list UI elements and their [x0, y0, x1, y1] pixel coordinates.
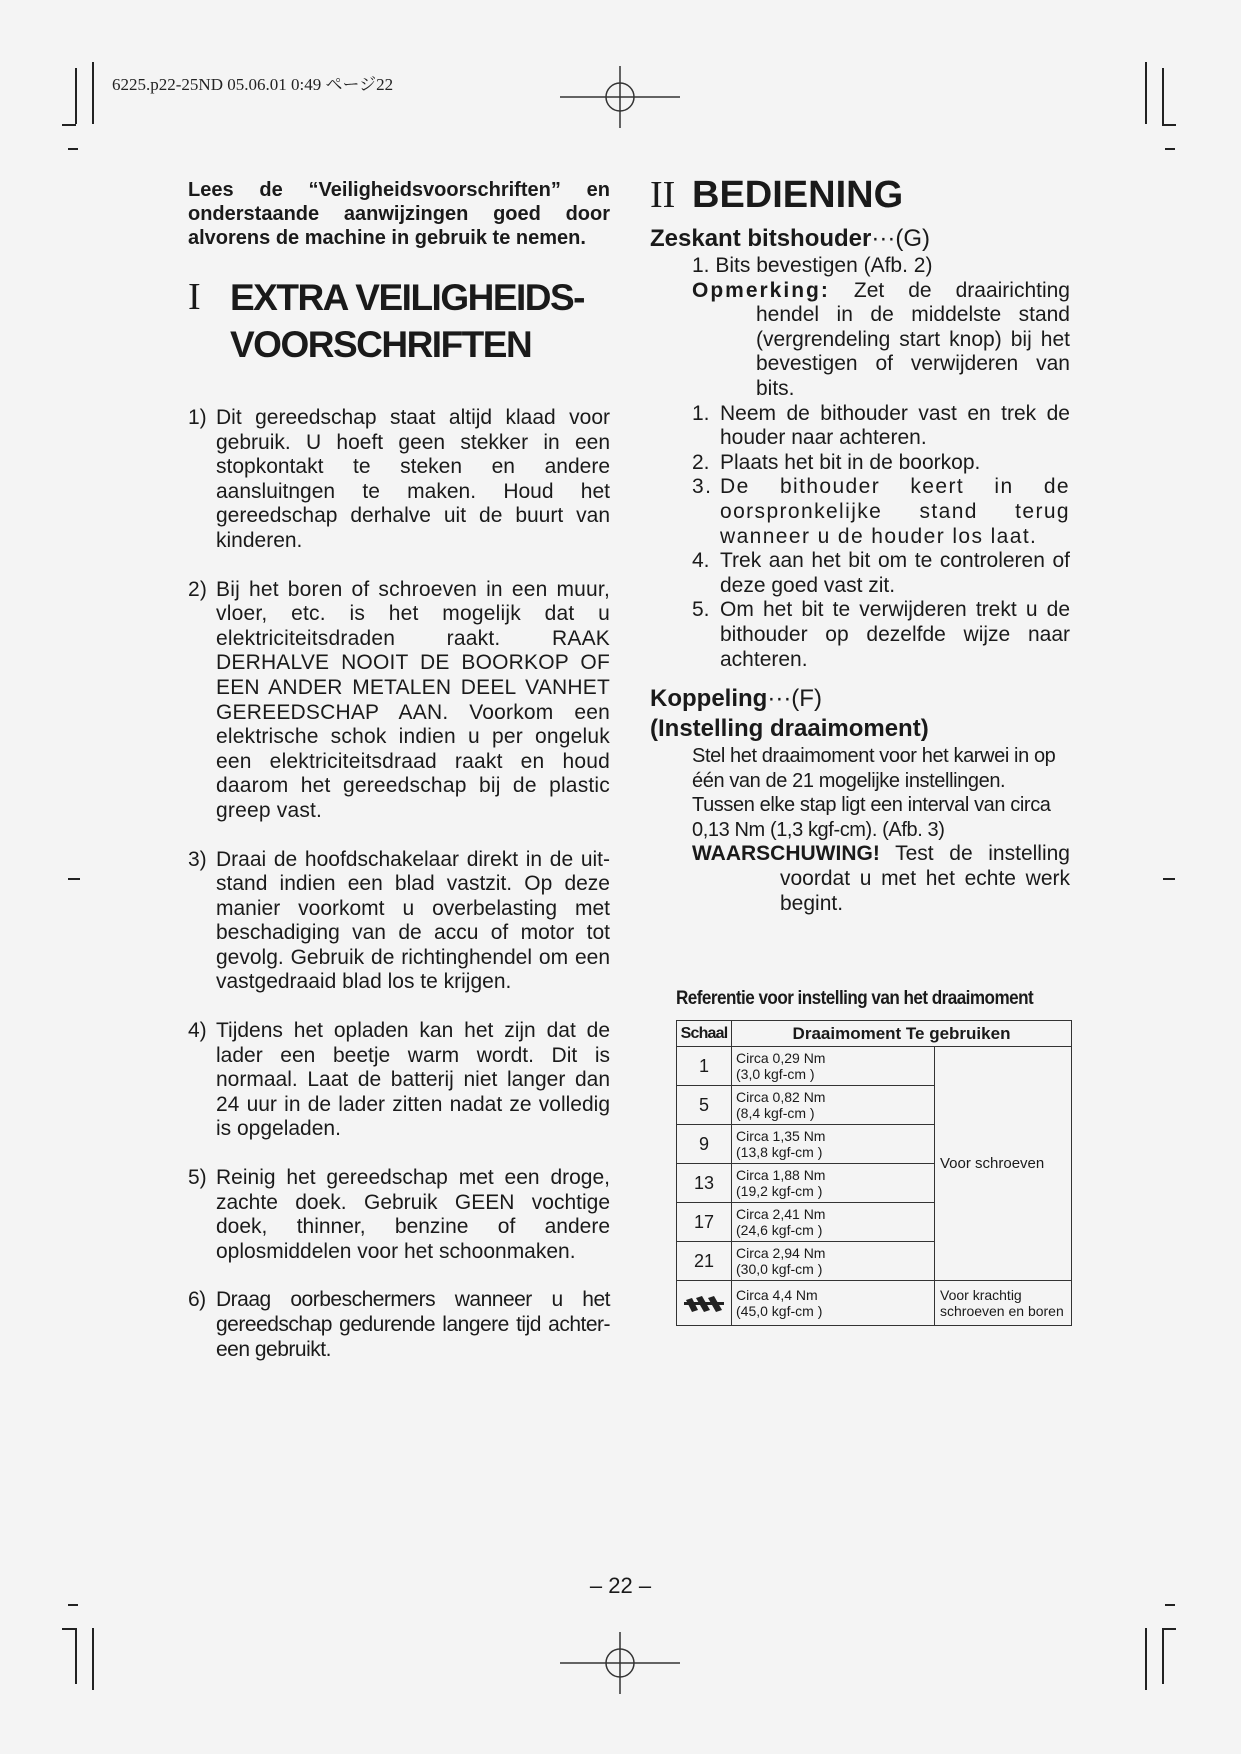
list-item: 1. Neem de bithouder vast en trek de houder naar achteren. [692, 401, 1070, 450]
column-header: Schaal [677, 1021, 732, 1047]
registration-mark-icon [560, 66, 680, 128]
table-header-row [677, 1021, 1072, 1047]
crop-mark [1163, 878, 1175, 880]
section-number: I [188, 276, 201, 318]
subsection-item: 1. Bits bevestigen (Afb. 2) [692, 254, 933, 277]
list-item: 5) Reinig het gereedschap met een droge, zachte doek. Gebruik GEEN vochtige doek, thinner, benzine of andere oplosmiddelen voor het schoonmaken. [188, 1166, 610, 1263]
table-row: 13 Circa 1,88 Nm (19,2 kgf-cm ) [677, 1164, 1072, 1203]
table-row: 5 Circa 0,82 Nm (8,4 kgf-cm ) [677, 1086, 1072, 1125]
crop-mark [68, 878, 80, 880]
list-item: 4) Tijdens het opladen kan het zijn dat de lader een beetje warm wordt. Dit is normaal. Laat de batterij niet langer dan 24 uur in de lader zitten nadat ze volledig is opgeladen. [188, 1019, 610, 1141]
section-heading [188, 274, 610, 386]
warning-text: WAARSCHUWING! Test de instelling voordat u met het echte werk begint. [692, 842, 1070, 915]
crop-mark [75, 1628, 77, 1684]
table-row: 9 Circa 1,35 Nm (13,8 kgf-cm ) [677, 1125, 1072, 1164]
crop-mark [62, 124, 76, 126]
crop-mark [62, 1628, 76, 1630]
usage-cell: Voor krachtig schroeven en boren [935, 1281, 1072, 1326]
table-row: Circa 4,4 Nm (45,0 kgf-cm ) Voor krachtig schroeven en boren [677, 1281, 1072, 1326]
crop-mark [75, 68, 77, 124]
column-header: Draaimoment Te gebruiken [732, 1021, 1072, 1047]
crop-mark [1162, 68, 1164, 124]
note-text: Opmerking: Zet de draairichting hendel in de middelste stand (vergrendeling start knop) bij het bevestigen of verwijderen van bits. [692, 278, 1070, 400]
crop-mark [1165, 148, 1175, 150]
list-item: 6) Draag oorbeschermers wanneer u het gereedschap gedurende langere tijd achter-een gebruikt. [188, 1288, 610, 1361]
safety-rules-list [188, 406, 610, 1362]
section-heading [650, 172, 1070, 224]
table-title: Referentie voor instelling van het draaimoment [676, 988, 1034, 1009]
section-title: EXTRA VEILIGHEIDS- VOORSCHRIFTEN [230, 277, 585, 365]
list-item: 3) Draai de hoofdschakelaar direkt in de uit-stand indien een blad vastzit. Op deze manier voorkomt u overbelasting met beschadiging van de accu of motor tot gevolg. Gebruik de richtinghendel om een vastgedraaid blad los te krijgen. [188, 847, 610, 994]
left-column [188, 178, 610, 1386]
list-item: 2. Plaats het bit in de boorkop. [692, 450, 981, 474]
section-title: BEDIENING [692, 174, 904, 216]
crop-mark [1162, 1628, 1176, 1630]
table-row: 1 Circa 0,29 Nm (3,0 kgf-cm ) Voor schroeven [677, 1047, 1072, 1086]
crop-mark [1145, 62, 1147, 124]
registration-mark-icon [560, 1632, 680, 1694]
page-number: – 22 – [589, 1573, 652, 1598]
crop-mark [1162, 124, 1176, 126]
crop-mark [1145, 1628, 1147, 1690]
right-column [650, 172, 1070, 916]
crop-mark [1162, 1628, 1164, 1684]
usage-cell: Voor schroeven [935, 1047, 1072, 1281]
steps-list [692, 402, 1070, 673]
list-item: 4. Trek aan het bit om te controleren of deze goed vast zit. [692, 549, 1070, 597]
torque-table [676, 1020, 1072, 1326]
list-item: 1) Dit gereedschap staat altijd klaad voor gebruik. U hoeft geen stekker in een stopkontakt te steken en andere aansluitngen te maken. Houd het gereedschap derhalve uit de buurt van kinderen. [188, 406, 610, 552]
table-row: 17 Circa 2,41 Nm (24,6 kgf-cm ) [677, 1203, 1072, 1242]
crop-mark [68, 1604, 78, 1606]
torque-paragraph: Stel het draaimoment voor het karwei in op één van de 21 mogelijke instellingen. Tussen elke stap ligt een interval van circa 0,13 Nm (1,3 kgf-cm). (Afb. 3) [692, 745, 1056, 841]
crop-mark [68, 148, 78, 150]
crop-mark [92, 62, 94, 124]
subsection-subtitle: (Instelling draaimoment) [650, 715, 929, 743]
crop-mark [92, 1628, 94, 1690]
crop-mark [1165, 1604, 1175, 1606]
list-item: 5. Om het bit te verwijderen trekt u de bithouder op dezelfde wijze naar achteren. [692, 598, 1070, 671]
list-item: 3. De bithouder keert in de oorspronkelijke stand terug wanneer u de houder los laat. [692, 475, 1070, 548]
subsection-title: Zeskant bitshouder···(G) [650, 225, 931, 252]
print-slug: 6225.p22-25ND 05.06.01 0:49 ページ22 [112, 75, 394, 94]
section-number: II [650, 174, 676, 216]
subsection-title: Koppeling···(F) [650, 685, 822, 713]
list-item: 2) Bij het boren of schroeven in een muur, vloer, etc. is het mogelijk dat u elektriciteitsdraden raakt. RAAK DERHALVE NOOIT DE BOORKOP OF EEN ANDER METALEN DEEL VANHET GEREEDSCHAP AAN. Voorkom een elektrische schok indien u per ongeluk een elektriciteitsdraad raakt en houd daarom het gereedschap bij de plastic greep vast. [188, 577, 610, 822]
drill-mode-icon [677, 1281, 732, 1326]
table-row: 21 Circa 2,94 Nm (30,0 kgf-cm ) [677, 1242, 1072, 1281]
intro-text: Lees de “Veiligheidsvoorschriften” en onderstaande aanwijzingen goed door alvorens de machine in gebruik te nemen. [188, 179, 610, 249]
